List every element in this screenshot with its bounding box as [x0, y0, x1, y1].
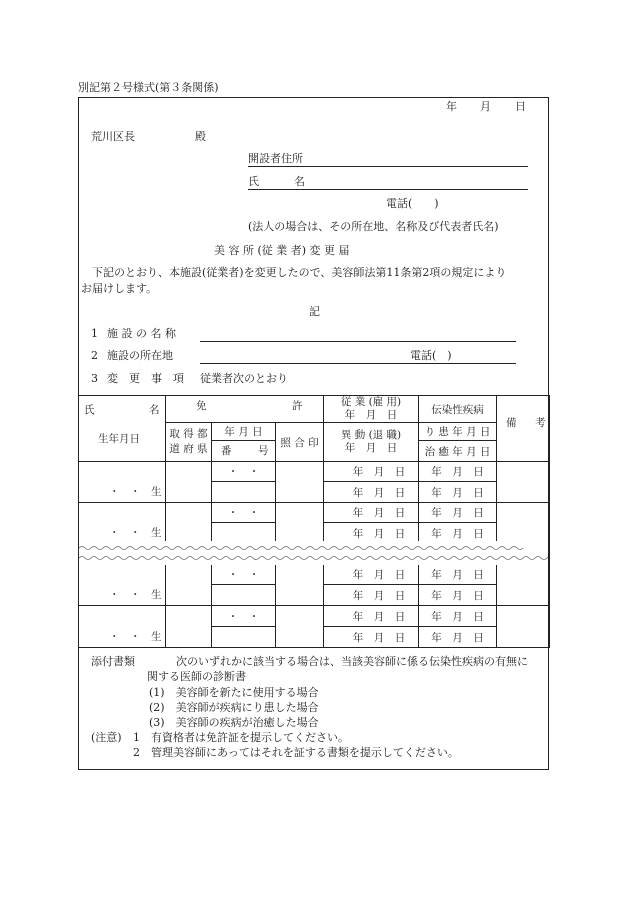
header-disease-3: 治 癒 年 月 日 — [419, 441, 497, 462]
pref-cell[interactable] — [166, 606, 212, 648]
table-row — [79, 564, 550, 585]
employ-date-text: 年 月 日 — [352, 610, 406, 623]
attachments-option-1: (1) 美容師を新たに使用する場合 — [149, 686, 319, 699]
header-ban: 番 — [221, 445, 232, 457]
disease-date-cell[interactable]: 年 月 日 — [419, 564, 497, 585]
address-underline — [248, 166, 528, 167]
birth-placeholder: ・ ・ 生 — [109, 486, 162, 498]
name-underline — [248, 189, 528, 190]
change-date-text: 年 月 日 — [352, 486, 406, 499]
cure-date-cell[interactable]: 年 月 日 — [419, 627, 497, 648]
license-number-cell[interactable] — [212, 585, 276, 606]
item3-value: 従業者次のとおり — [200, 372, 288, 385]
table-row — [79, 606, 550, 627]
pref-cell[interactable] — [166, 503, 212, 544]
remarks-cell[interactable] — [497, 503, 550, 544]
body-line-1: 下記のとおり、本施設(従業者)を変更したので、美容師法第11条第2項の規定により — [92, 266, 507, 279]
header-number-cell — [212, 441, 276, 462]
license-number-cell[interactable] — [212, 482, 276, 503]
item2-label: 施設の所在地 — [107, 349, 173, 362]
header-shi: 氏 — [84, 404, 95, 416]
header-pref-cell — [166, 423, 212, 462]
employ-date-text: 年 月 日 — [352, 568, 406, 581]
applicant-phone: 電話( ) — [386, 197, 439, 210]
header-birth: 生年月日 — [98, 433, 140, 445]
header-reg-date: 年 月 日 — [212, 423, 276, 441]
employ-date-text: 年 月 日 — [352, 507, 406, 519]
verify-cell[interactable] — [276, 503, 324, 544]
birth-cell[interactable] — [79, 606, 166, 648]
header-remarks-2: 考 — [535, 417, 546, 429]
attachments-text-1: 次のいずれかに該当する場合は、当該美容師に係る伝染性疾病の有無に — [176, 655, 528, 668]
header-remarks-cell — [497, 396, 550, 462]
applicant-name-label-2: 名 — [294, 175, 305, 188]
header-employ-cell — [324, 396, 419, 423]
change-date-cell[interactable] — [324, 627, 419, 648]
item3-label: 変 更 事 項 — [107, 372, 184, 385]
body-line-2: お届けします。 — [81, 282, 158, 295]
pref-cell[interactable] — [166, 462, 212, 503]
birth-placeholder: ・ ・ 生 — [109, 631, 162, 643]
employ-date-cell[interactable] — [324, 564, 419, 585]
license-date-cell[interactable]: ・ ・ — [212, 462, 276, 482]
addressee-ward: 荒川区長 — [91, 130, 135, 143]
header-disease-1: 伝染性疾病 — [419, 396, 497, 423]
header-license-2: 許 — [292, 400, 303, 412]
form-number: 別記第２号様式(第３条関係) — [78, 81, 219, 94]
remarks-cell[interactable] — [497, 564, 550, 606]
header-change-cell — [324, 423, 419, 462]
document-title: 美 容 所 (従 業 者) 変 更 届 — [214, 244, 350, 257]
cure-date-cell[interactable]: 年 月 日 — [419, 585, 497, 606]
header-license-cell — [166, 396, 324, 423]
attachments-text-2: 関する医師の診断書 — [147, 670, 246, 683]
change-date-text: 年 月 日 — [352, 631, 406, 644]
addressee-honorific: 殿 — [195, 130, 206, 143]
header-change-1: 異 動 (退 職) — [340, 429, 402, 441]
cure-date-cell[interactable]: 年 月 日 — [419, 482, 497, 503]
change-date-text: 年 月 日 — [352, 527, 406, 540]
item3-num: 3 — [91, 372, 98, 385]
corporation-note: (法人の場合は、その所在地、名称及び代表者氏名) — [248, 220, 499, 233]
pref-cell[interactable] — [166, 564, 212, 606]
header-change-2: 年 月 日 — [344, 442, 398, 454]
birth-placeholder: ・ ・ 生 — [109, 589, 162, 601]
attachments-option-3: (3) 美容師の疾病が治癒した場合 — [149, 716, 319, 729]
header-verify: 照 合 印 — [276, 423, 324, 462]
omission-wave — [78, 541, 549, 565]
notes-label: (注意) — [91, 731, 122, 744]
notes-item-2: 2 管理美容師にあってはそれを証する書類を提示してください。 — [133, 746, 459, 759]
employee-table — [78, 395, 550, 648]
header-disease-2: り 患 年 月 日 — [419, 423, 497, 441]
item1-underline — [200, 341, 516, 342]
birth-placeholder: ・ ・ 生 — [109, 527, 162, 539]
verify-cell[interactable] — [276, 564, 324, 606]
change-date-cell[interactable] — [324, 585, 419, 606]
item1-num: 1 — [91, 327, 98, 340]
birth-cell[interactable] — [79, 462, 166, 503]
item2-underline — [200, 363, 516, 364]
disease-date-cell[interactable]: 年 月 日 — [419, 503, 497, 523]
attachments-label: 添付書類 — [91, 655, 135, 668]
attachments-option-2: (2) 美容師が疾病にり患した場合 — [149, 701, 319, 714]
license-date-cell[interactable]: ・ ・ — [212, 564, 276, 585]
date-day: 日 — [515, 100, 526, 113]
disease-date-cell[interactable]: 年 月 日 — [419, 462, 497, 482]
ki-label: 記 — [309, 305, 320, 318]
date-month: 月 — [480, 100, 491, 113]
notes-item-1: 1 有資格者は免許証を提示してください。 — [133, 731, 349, 744]
header-go: 号 — [258, 445, 269, 457]
item1-label: 施 設 の 名 称 — [107, 327, 176, 340]
applicant-address-label: 開設者住所 — [248, 152, 303, 165]
license-date-cell[interactable]: ・ ・ — [212, 503, 276, 523]
header-employ-1: 従 業 (雇 用) — [340, 396, 402, 408]
header-license-1: 免 — [196, 400, 207, 412]
employ-date-cell[interactable] — [324, 503, 419, 523]
change-date-cell[interactable] — [324, 482, 419, 503]
header-name-cell — [79, 396, 166, 462]
header-employ-2: 年 月 日 — [344, 409, 398, 421]
header-pref-1: 取 得 都 — [169, 428, 208, 440]
verify-cell[interactable] — [276, 606, 324, 648]
employ-date-cell[interactable] — [324, 606, 419, 627]
employ-date-cell[interactable] — [324, 462, 419, 482]
remarks-cell[interactable] — [497, 606, 550, 648]
header-mei: 名 — [149, 404, 160, 416]
wave-mask — [79, 541, 548, 565]
header-remarks-1: 備 — [506, 417, 517, 429]
birth-cell[interactable] — [79, 564, 166, 606]
date-year: 年 — [446, 100, 457, 113]
table-row — [79, 462, 550, 482]
birth-cell[interactable] — [79, 503, 166, 544]
applicant-name-label-1: 氏 — [248, 175, 259, 188]
remarks-cell[interactable] — [497, 462, 550, 503]
license-date-cell[interactable]: ・ ・ — [212, 606, 276, 627]
item2-num: 2 — [91, 349, 98, 362]
disease-date-cell[interactable]: 年 月 日 — [419, 606, 497, 627]
cure-date-cell[interactable]: 年 月 日 — [419, 523, 497, 544]
table-row — [79, 503, 550, 523]
license-number-cell[interactable] — [212, 627, 276, 648]
verify-cell[interactable] — [276, 462, 324, 503]
header-pref-2: 道 府 県 — [169, 443, 208, 455]
item2-phone: 電話( ) — [410, 349, 452, 362]
change-date-text: 年 月 日 — [352, 589, 406, 602]
employ-date-text: 年 月 日 — [352, 466, 406, 478]
